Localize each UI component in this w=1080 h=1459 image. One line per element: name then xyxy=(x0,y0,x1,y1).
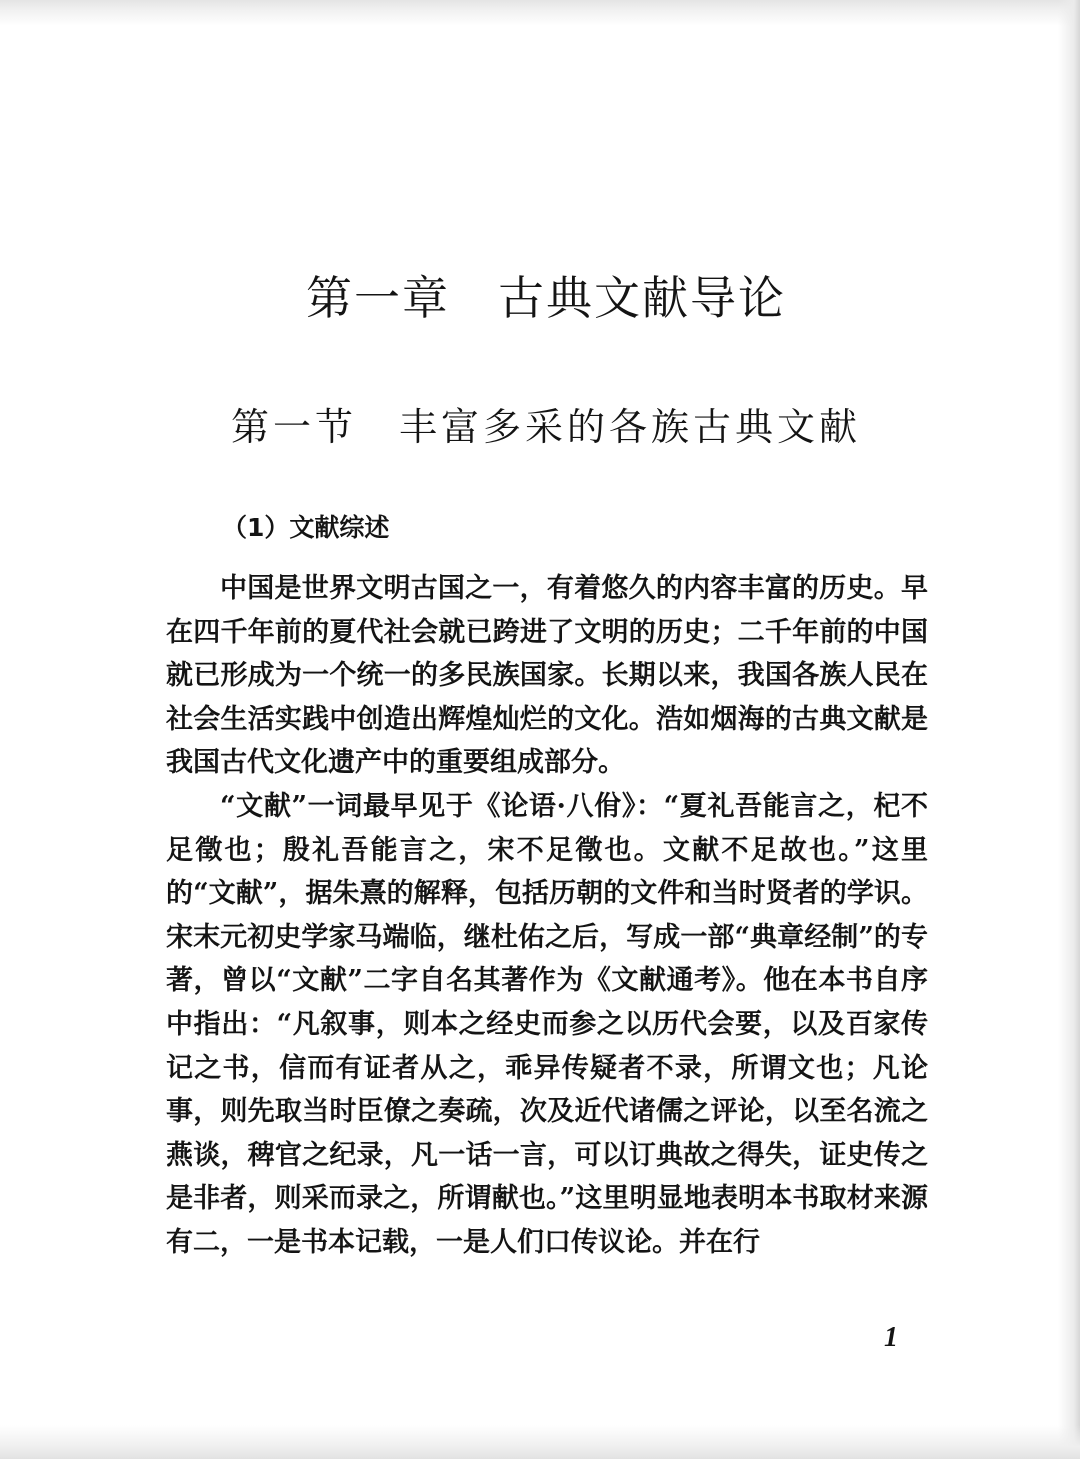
paragraph-2: “文献”一词最早见于《论语·八佾》：“夏礼吾能言之，杞不足徵也；殷礼吾能言之，宋不足徵也。文献不足故也。”这里的“文献”，据朱熹的解释，包括历朝的文件和当时贤者的学识。宋末元初史学家马端临，继杜佑之后，写成一部“典章经制”的专著，曾以“文献”二字自名其著作为《文献通考》。他在本书自序中指出：“凡叙事，则本之经史而参之以历代会要，以及百家传记之书，信而有证者从之，乖异传疑者不录，所谓文也；凡论事，则先取当时臣僚之奏疏，次及近代诸儒之评论，以至名流之燕谈，稗官之纪录，凡一话一言，可以订典故之得失，证史传之是非者，则采而录之，所谓献也。”这里明显地表明本书取材来源有二，一是书本记载，一是人们口传议论。并在行 xyxy=(166,790,928,1258)
chapter-title: 第一章 古典文献导论 xyxy=(306,271,786,325)
scan-shadow-top xyxy=(0,0,1080,26)
page-number: 1 xyxy=(884,1322,898,1353)
paragraph-1: 中国是世界文明古国之一，有着悠久的内容丰富的历史。早在四千年前的夏代社会就已跨进了文明的历史；二千年前的中国就已形成为一个统一的多民族国家。长期以来，我国各族人民在社会生活实践中创造出辉煌灿烂的文化。浩如烟海的古典文献是我国古代文化遗产中的重要组成部分。 xyxy=(166,573,928,779)
body-text xyxy=(166,567,928,1265)
scan-shadow-bottom xyxy=(0,1425,1080,1459)
scan-shadow-right xyxy=(1058,0,1080,1459)
section-title: 第一节 丰富多采的各族古典文献 xyxy=(230,405,861,449)
subsection-heading: （1）文献综述 xyxy=(222,513,390,542)
